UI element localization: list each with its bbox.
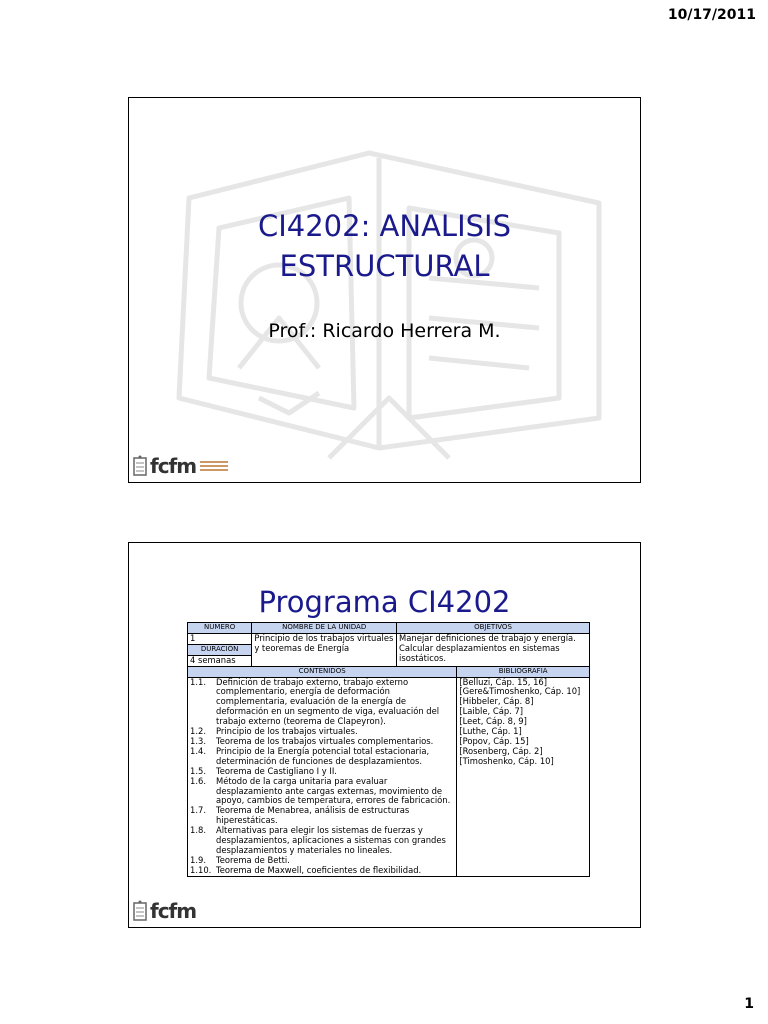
contenido-item [190,866,454,876]
objetivos-value: Manejar definiciones de trabajo y energía. Calcular desplazamientos en sistemas isostáticos. [397,633,590,666]
header-duracion: DURACIÓN [188,644,251,656]
contenido-item [190,777,454,807]
bibliografia-list [457,677,590,876]
contenido-number: 1.4. [190,745,206,756]
contenido-number: 1.10. [190,864,212,875]
title-line-1: CI4202: ANALISIS [257,209,512,243]
header-objetivos: OBJETIVOS [397,623,590,634]
contenido-number: 1.6. [190,775,206,786]
university-crest-icon [133,455,147,477]
bibliografia-item: [Hibbeler, Cáp. 8] [459,696,534,707]
date: 10/17/2011 [667,7,756,23]
fcfm-logo [133,899,196,923]
slide-title-text [129,206,640,286]
university-crest-icon [133,900,147,922]
bibliografia-item: [Timoshenko, Cáp. 10] [459,755,554,766]
slide-title-text: Programa CI4202 [258,585,511,619]
contenido-text: Teorema de Castigliano I y II. [216,765,337,776]
bibliografia-item: [Rosenberg, Cáp. 2] [459,745,543,756]
contenido-number: 1.9. [190,854,206,865]
contenido-item [190,806,454,826]
contenido-number: 1.3. [190,735,206,746]
contenido-number: 1.7. [190,805,206,816]
logo-tagline [200,460,228,472]
page-number: 1 [744,996,754,1012]
contenido-text: Teorema de Betti. [216,854,290,865]
contenido-text: Principio de la Energía potencial total estacionaria, determinación de funciones de desplazamientos. [216,745,430,766]
contenido-text: Teorema de Menabrea, análisis de estructuras hiperestáticas. [216,805,410,826]
bibliografia-item: [Leet, Cáp. 8, 9] [459,716,527,727]
contenido-text: Método de la carga unitaria para evaluar desplazamiento ante cargas externas, movimiento de apoyo, cambios de temperatura, errores de fabricación. [216,775,451,806]
bibliografia-item: [Belluzi, Cáp. 15, 16] [459,676,548,687]
header-bibliografia: BIBLIOGRAFIA [457,666,590,677]
bibliografia-item: [Gere&Timoshenko, Cáp. 10] [459,686,581,697]
nombre-value: Principio de los trabajos virtuales y teoremas de Energía [252,633,397,666]
professor-name: Prof.: Ricardo Herrera M. [268,320,501,342]
contenidos-list [188,677,457,876]
logo-text: fcfm [150,899,197,923]
header-contenidos: CONTENIDOS [188,666,457,677]
contenido-text: Principio de los trabajos virtuales. [216,726,358,737]
bibliografia-item: [Luthe, Cáp. 1] [459,726,522,737]
duracion-value: 4 semanas [190,654,236,665]
contenido-text: Alternativas para elegir los sistemas de fuerzas y desplazamientos, aplicaciones a sistemas con grandes desplazamientos y materiales no lineales. [216,825,446,855]
numero-value: 1 DURACIÓN 4 semanas [188,633,252,666]
contenido-number: 1.5. [190,765,206,776]
program-table [187,622,590,877]
header-nombre: NOMBRE DE LA UNIDAD [252,623,397,634]
faculty-seal-watermark [129,98,640,482]
contenido-number: 1.1. [190,676,206,687]
header-numero: NUMERO [188,623,252,634]
contenido-item [190,747,454,767]
contenido-number: 1.2. [190,726,206,737]
title-line-2: ESTRUCTURAL [279,249,490,283]
contenido-text: Teorema de los trabajos virtuales complementarios. [216,735,434,746]
slide-title [128,97,641,483]
contenido-text: Definición de trabajo externo, trabajo externo complementario, energía de deformación complementaria, evaluación de la energía de deformación en un segmento de viga, evaluación del trabajo externo (teorema de Clapeyron). [216,676,440,727]
slide-programa [128,542,641,928]
contenido-text: Teorema de Maxwell, coeficientes de flexibilidad. [216,864,422,875]
fcfm-logo [133,454,228,478]
logo-text: fcfm [150,454,197,478]
contenido-item [190,678,454,728]
contenido-number: 1.8. [190,825,206,836]
bibliografia-item: [Laible, Cáp. 7] [459,706,524,717]
contenido-item [190,826,454,856]
bibliografia-item: [Popov, Cáp. 15] [459,735,529,746]
